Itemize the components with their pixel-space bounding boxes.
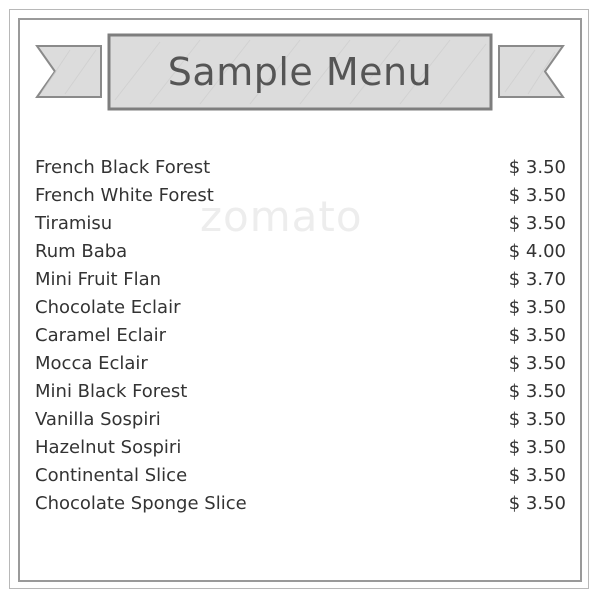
menu-item-price: $ 3.50 bbox=[508, 212, 566, 234]
menu-item-price: $ 3.50 bbox=[508, 296, 566, 318]
menu-title: Sample Menu bbox=[167, 50, 433, 94]
menu-item-price: $ 3.50 bbox=[508, 324, 566, 346]
watermark-text: zomato bbox=[200, 192, 363, 241]
menu-item-name: Chocolate Eclair bbox=[35, 296, 181, 318]
menu-item bbox=[35, 265, 566, 293]
menu-item bbox=[35, 293, 566, 321]
menu-item bbox=[35, 321, 566, 349]
menu-item-price: $ 3.50 bbox=[508, 352, 566, 374]
menu-item bbox=[35, 433, 566, 461]
menu-item-price: $ 3.70 bbox=[508, 268, 566, 290]
menu-item bbox=[35, 237, 566, 265]
menu-item-name: Mini Black Forest bbox=[35, 380, 188, 402]
menu-item-price: $ 3.50 bbox=[508, 156, 566, 178]
menu-item-price: $ 3.50 bbox=[508, 184, 566, 206]
menu-item-name: Mini Fruit Flan bbox=[35, 268, 162, 290]
menu-item bbox=[35, 461, 566, 489]
menu-item-name: Vanilla Sospiri bbox=[35, 408, 161, 430]
menu-item-price: $ 3.50 bbox=[508, 464, 566, 486]
menu-item-name: French Black Forest bbox=[35, 156, 211, 178]
menu-item bbox=[35, 349, 566, 377]
menu-item-name: Continental Slice bbox=[35, 464, 188, 486]
menu-item-price: $ 3.50 bbox=[508, 380, 566, 402]
menu-item-name: Tiramisu bbox=[35, 212, 113, 234]
menu-item bbox=[35, 209, 566, 237]
menu-item bbox=[35, 153, 566, 181]
menu-item-price: $ 3.50 bbox=[508, 408, 566, 430]
menu-item-price: $ 3.50 bbox=[508, 492, 566, 514]
menu-list bbox=[35, 153, 566, 517]
menu-item-name: Rum Baba bbox=[35, 240, 128, 262]
banner-left-ribbon bbox=[37, 46, 101, 97]
menu-item-name: Mocca Eclair bbox=[35, 352, 148, 374]
menu-item bbox=[35, 181, 566, 209]
menu-item bbox=[35, 405, 566, 433]
menu-item bbox=[35, 489, 566, 517]
menu-item bbox=[35, 377, 566, 405]
menu-item-name: Chocolate Sponge Slice bbox=[35, 492, 247, 514]
menu-item-price: $ 4.00 bbox=[508, 240, 566, 262]
menu-item-name: Hazelnut Sospiri bbox=[35, 436, 182, 458]
menu-item-price: $ 3.50 bbox=[508, 436, 566, 458]
menu-item-name: Caramel Eclair bbox=[35, 324, 167, 346]
menu-item-name: French White Forest bbox=[35, 184, 214, 206]
